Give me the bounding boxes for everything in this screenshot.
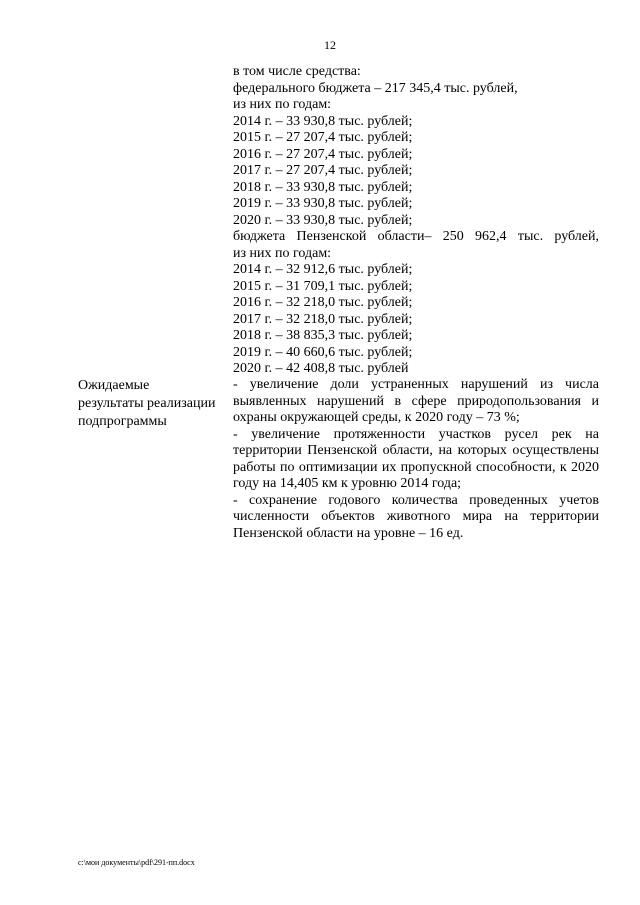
regional-year-line: 2020 г. – 42 408,8 тыс. рублей [233,361,409,376]
federal-year-line: 2014 г. – 33 930,8 тыс. рублей; [233,113,413,129]
funding-sources [233,64,599,378]
footer-file-path: c:\мои документы\pdf\291-пп.docx [78,858,195,867]
regional-year-line: 2019 г. – 40 660,6 тыс. рублей; [233,344,413,360]
regional-year-line: 2018 г. – 38 835,3 тыс. рублей; [233,328,413,343]
result-item: - увеличение протяженности участков русел рек на территории Пензенской области, на которых осуществлены работы по оптимизации их пропускной способности, к 2020 году на 14,405 км к уровню 2014 года; [233,426,599,491]
federal-year-line: 2019 г. – 33 930,8 тыс. рублей; [233,196,413,211]
federal-by-year-label: из них по годам: [233,97,332,112]
regional-budget-total: бюджета Пензенской области– 250 962,4 тыс. рублей, [233,229,599,244]
federal-year-line: 2017 г. – 27 207,4 тыс. рублей; [233,163,413,178]
federal-budget-total: федерального бюджета – 217 345,4 тыс. рублей, [233,80,518,96]
federal-year-line: 2018 г. – 33 930,8 тыс. рублей; [233,179,413,195]
result-item: - сохранение годового количества проведенных учетов численности объектов животного мира на территории Пензенской области на уровне – 16 ед. [233,492,599,541]
regional-year-line: 2014 г. – 32 912,6 тыс. рублей; [233,262,413,277]
regional-by-year-label: из них по годам: [233,245,332,261]
federal-year-line: 2015 г. – 27 207,4 тыс. рублей; [233,130,413,145]
regional-year-line: 2015 г. – 31 709,1 тыс. рублей; [233,278,413,294]
federal-year-line: 2016 г. – 27 207,4 тыс. рублей; [233,146,413,162]
result-item: - увеличение доли устраненных нарушений из числа выявленных нарушений в сфере природопользования и охраны окружающей среды, к 2020 году – 73 %; [233,377,599,425]
expected-results-list [233,377,599,542]
page-number: 12 [324,38,336,52]
regional-year-line: 2017 г. – 32 218,0 тыс. рублей; [233,311,413,327]
expected-results-label: Ожидаемые результаты реализации подпрограммы [78,378,216,429]
regional-year-line: 2016 г. – 32 218,0 тыс. рублей; [233,295,413,310]
funding-intro: в том числе средства: [233,64,361,79]
federal-year-line: 2020 г. – 33 930,8 тыс. рублей; [233,212,413,228]
